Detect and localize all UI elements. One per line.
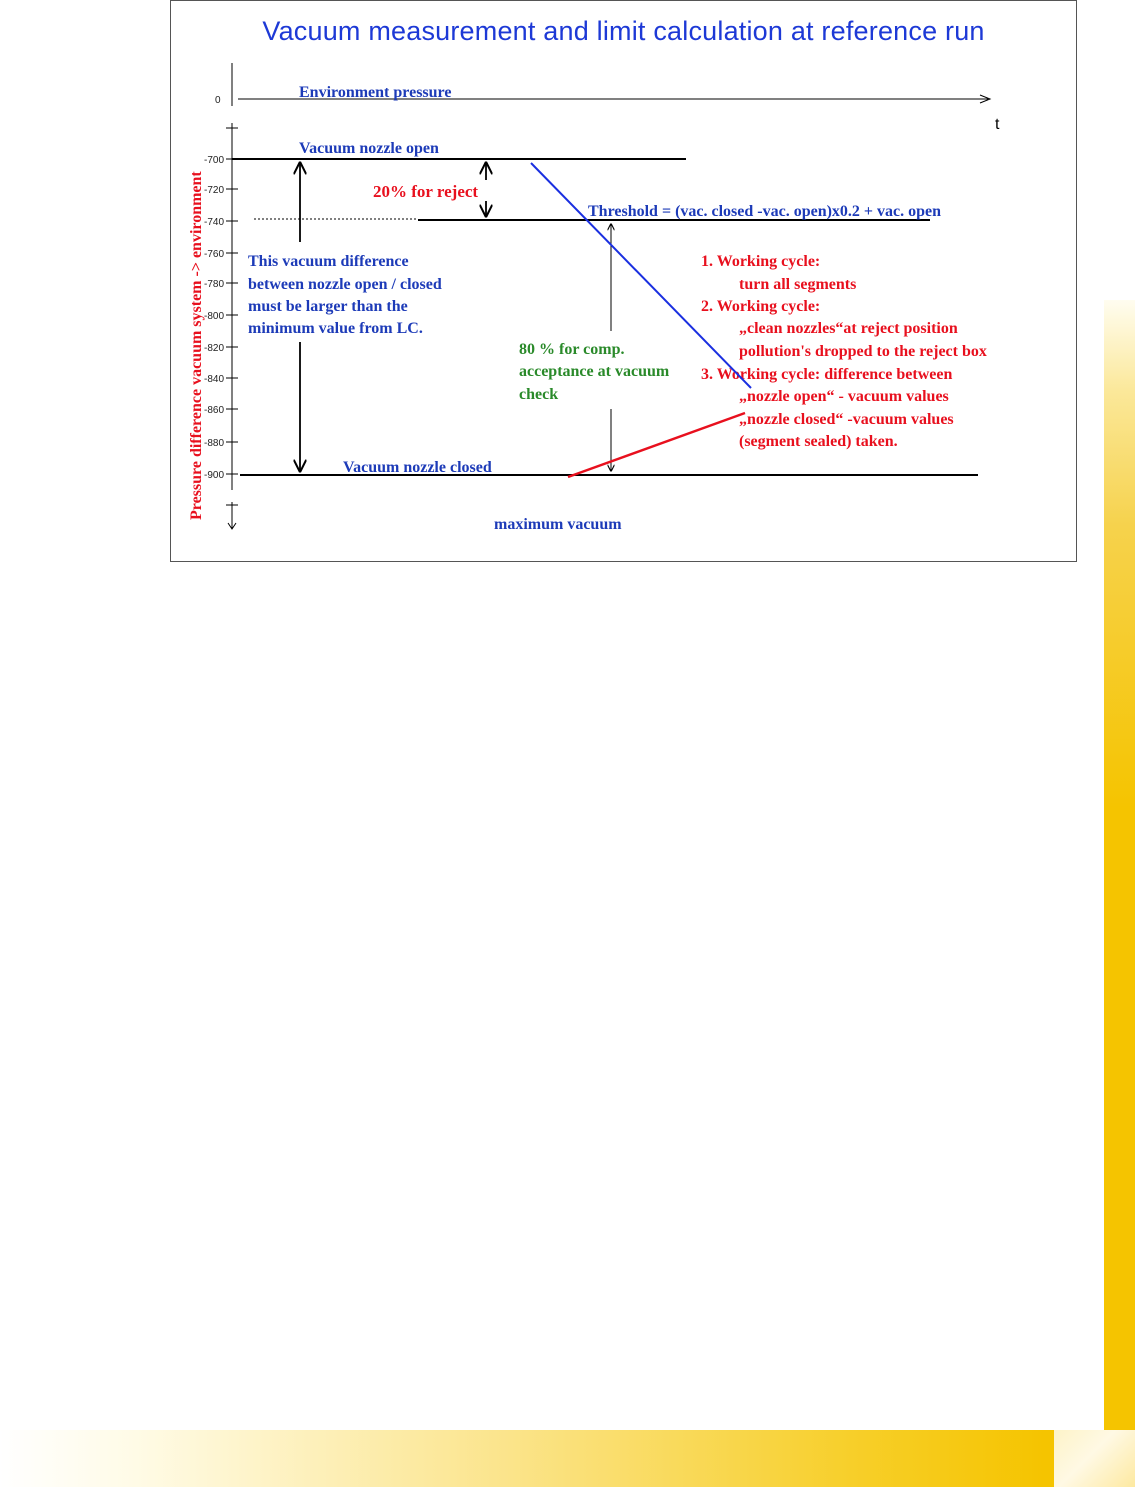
- tick-700: -700: [204, 155, 225, 166]
- acceptance-note-line-2: acceptance at vacuum: [519, 363, 670, 380]
- working-cycle-line-7: „nozzle open“ - vacuum values: [739, 388, 949, 405]
- difference-note-line-1: This vacuum difference: [248, 253, 409, 270]
- decorative-footer-bar: [0, 1430, 1135, 1487]
- working-cycle-line-6: 3. Working cycle: difference between: [701, 366, 953, 383]
- decorative-footer-corner: [1054, 1430, 1135, 1487]
- vacuum-diagram: [0, 0, 1135, 600]
- tick-820: -820: [204, 343, 225, 354]
- tick-720: -720: [204, 185, 225, 196]
- acceptance-note-line-1: 80 % for comp.: [519, 341, 625, 358]
- diagram-title: Vacuum measurement and limit calculation at reference run: [262, 16, 985, 46]
- maximum-vacuum-label: maximum vacuum: [494, 516, 622, 533]
- tick-840: -840: [204, 374, 225, 385]
- x-axis-label: t: [995, 116, 1000, 133]
- difference-note: [248, 253, 442, 337]
- difference-note-line-3: must be larger than the: [248, 298, 408, 315]
- tick-740: -740: [204, 217, 225, 228]
- threshold-label: Threshold = (vac. closed -vac. open)x0.2 + vac. open: [588, 203, 942, 220]
- working-cycle-line-2: turn all segments: [739, 276, 857, 293]
- decorative-side-bar: [1104, 300, 1135, 1430]
- working-cycle-line-3: 2. Working cycle:: [701, 298, 821, 315]
- acceptance-note: [519, 341, 670, 403]
- working-cycle-line-1: 1. Working cycle:: [701, 253, 821, 270]
- tick-780: -780: [204, 279, 225, 290]
- working-cycles-note: [701, 253, 987, 450]
- nozzle-closed-label: Vacuum nozzle closed: [343, 459, 492, 476]
- nozzle-open-label: Vacuum nozzle open: [299, 140, 439, 157]
- working-cycle-line-5: pollution's dropped to the reject box: [739, 343, 987, 360]
- nozzle-closed-pressure-curve: [568, 413, 745, 477]
- working-cycle-line-9: (segment sealed) taken.: [739, 433, 898, 450]
- acceptance-note-line-3: check: [519, 386, 559, 403]
- y-axis-label: Pressure difference vacuum system -> environment: [188, 171, 205, 520]
- tick-800: -800: [204, 311, 225, 322]
- tick-760: -760: [204, 249, 225, 260]
- working-cycle-line-8: „nozzle closed“ -vacuum values: [739, 411, 954, 428]
- difference-note-line-2: between nozzle open / closed: [248, 276, 442, 293]
- working-cycle-line-4: „clean nozzles“at reject position: [739, 320, 958, 337]
- environment-pressure-label: Environment pressure: [299, 84, 452, 101]
- difference-note-line-4: minimum value from LC.: [248, 320, 423, 337]
- reject-percentage-label: 20% for reject: [373, 182, 479, 201]
- tick-0: 0: [215, 95, 221, 106]
- tick-860: -860: [204, 405, 225, 416]
- tick-900: -900: [204, 470, 225, 481]
- tick-880: -880: [204, 438, 225, 449]
